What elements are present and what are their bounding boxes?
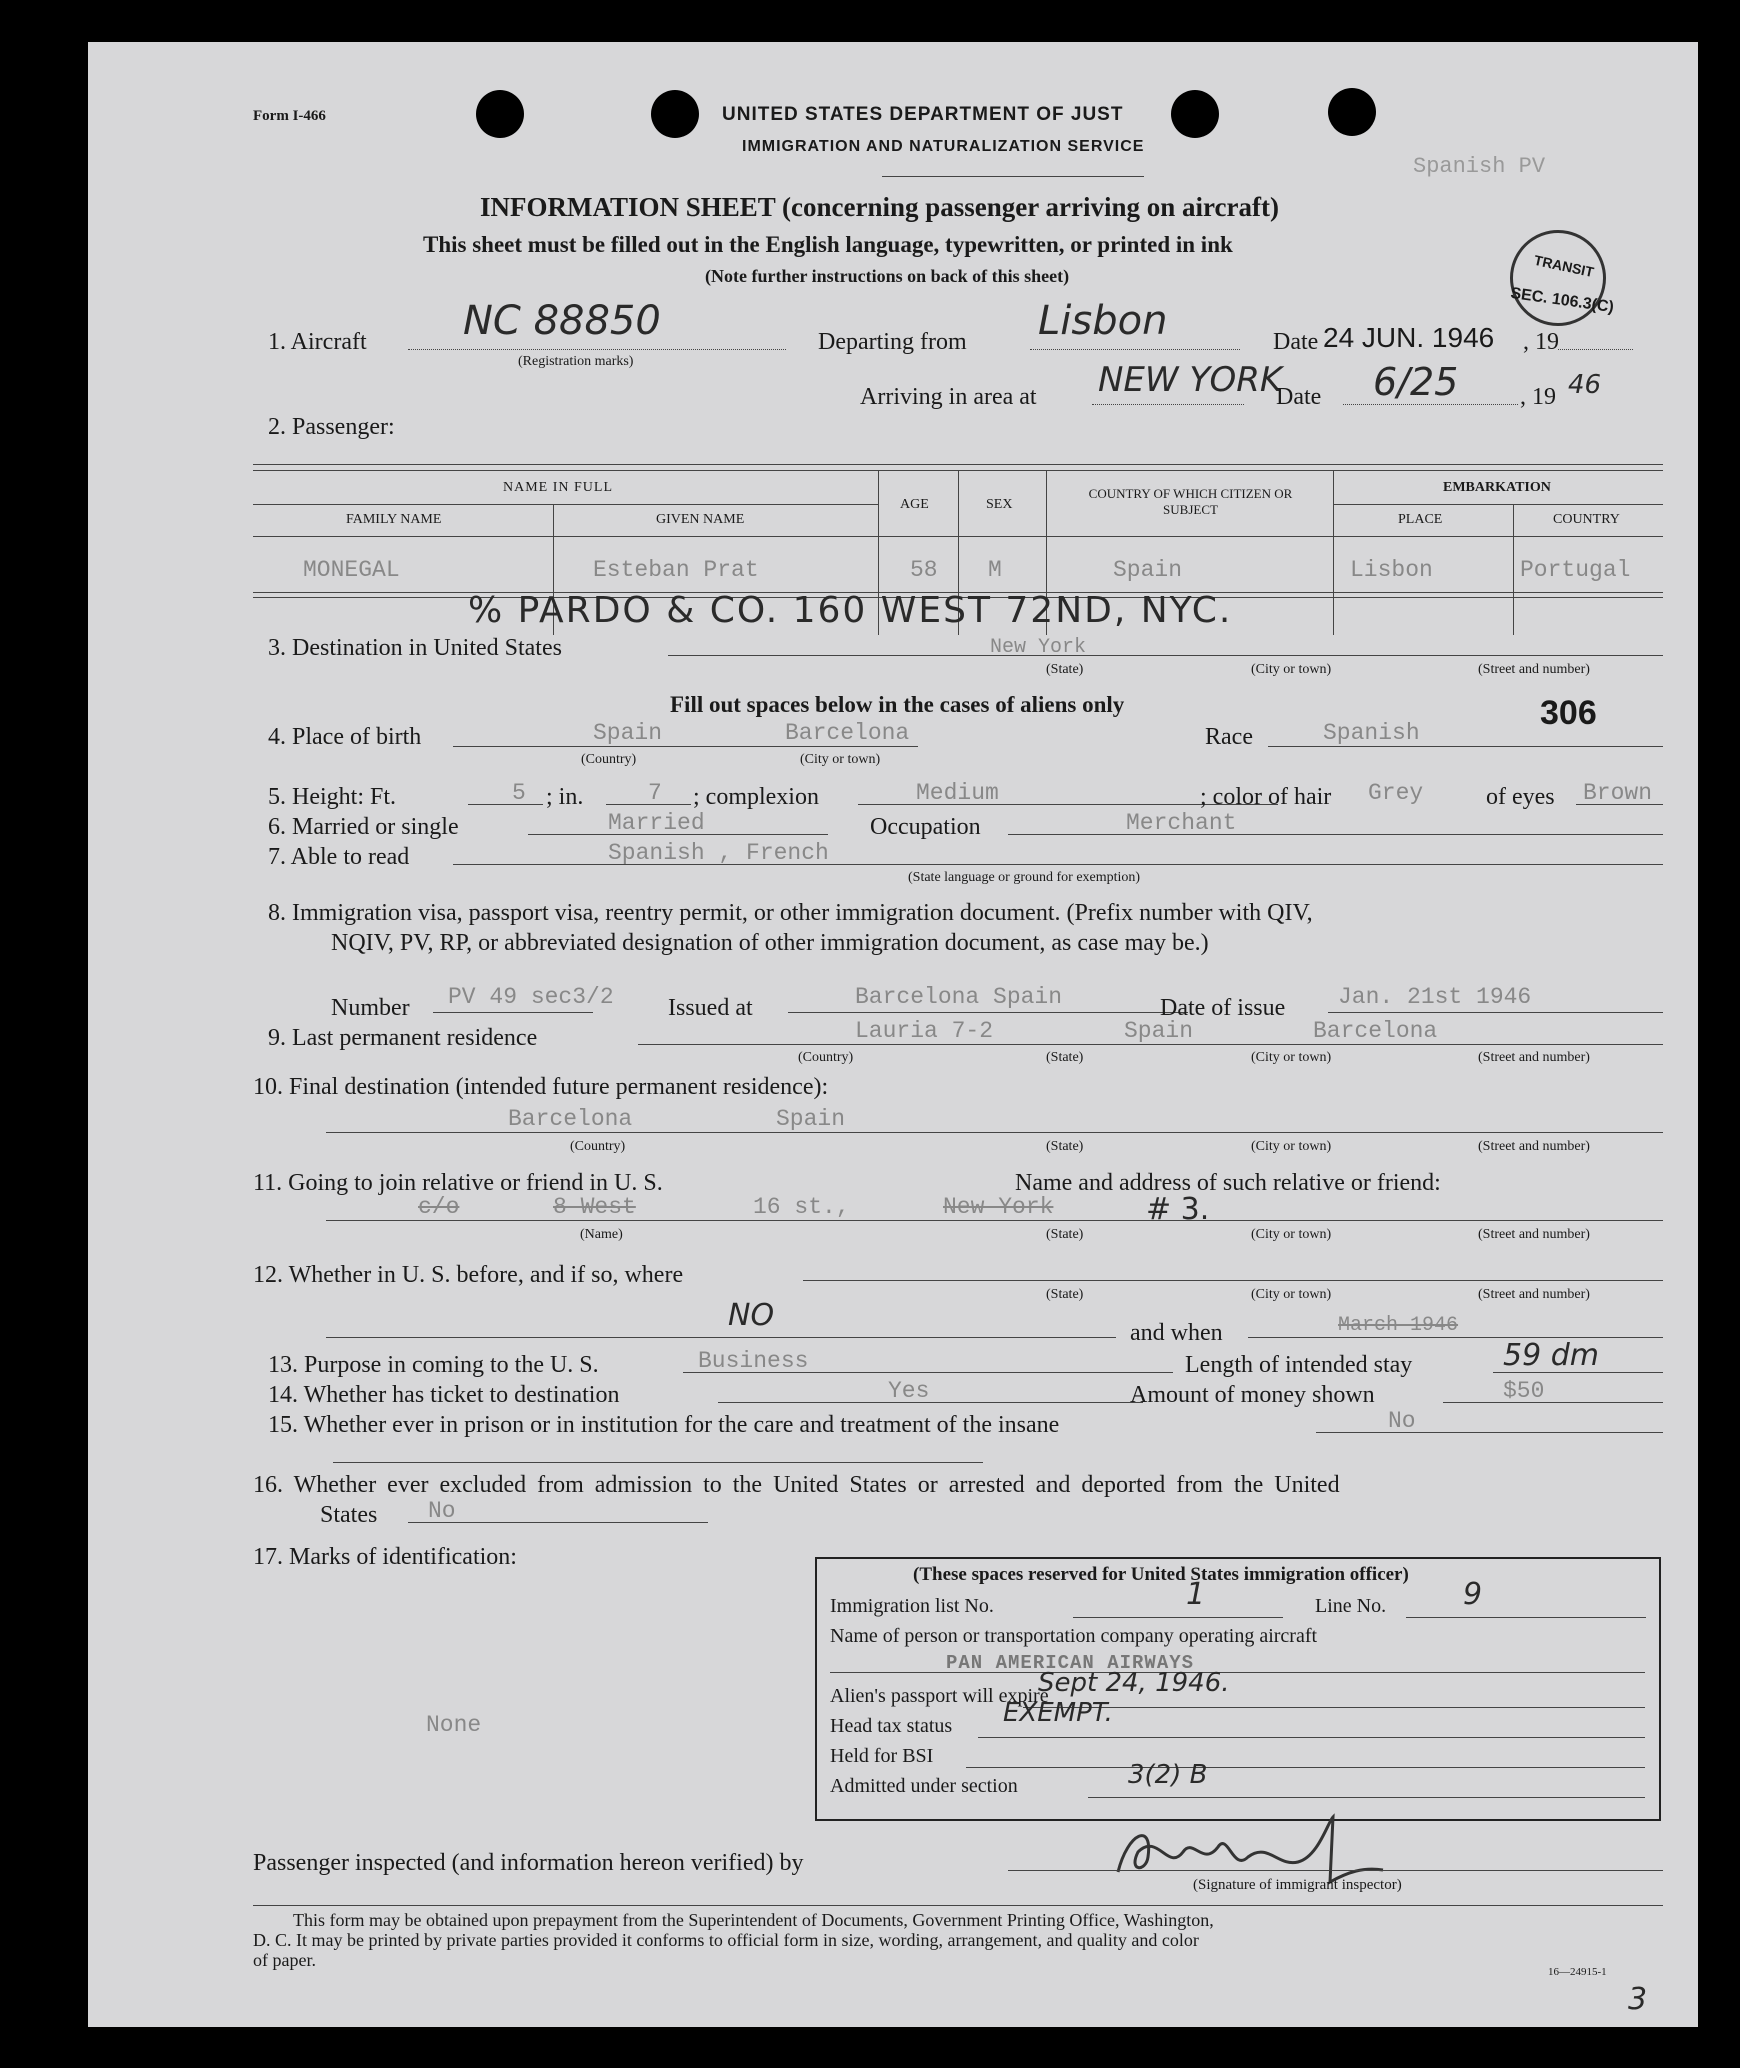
birth-country: Spain xyxy=(593,720,663,746)
sex: M xyxy=(988,557,1002,583)
aliens-heading: Fill out spaces below in the cases of aliens only xyxy=(670,692,1125,717)
page-number: 3 xyxy=(1628,1982,1648,2017)
operator: PAN AMERICAN AIRWAYS xyxy=(946,1652,1195,1674)
departing-city: Lisbon xyxy=(1038,298,1168,344)
document-page: Form I-466 UNITED STATES DEPARTMENT OF JUST IMMIGRATION AND NATURALIZATION SERVICE Spanish PV INFORMATION SHEET (concerning passenger arriving on aircraft) This sheet must be filled out in the English language, typewritten, or printed in ink (Note further instructions on back of this sheet) TRANSIT SEC. 106.3(C) 1. Aircraft NC 88850 (Registration marks) Departing from Lisbon Date 24 JUN. 1946 , 19 Arriving in area at NEW YORK Date 6/25 , 19 46 2. Passenger: NAME IN FULL FAMILY NAME GIVEN NAME AGE SEX COUNTRY OF WHICH CITIZEN OR SUBJECT EMBARKATION PLACE COUNTRY MONEGAL Esteban Prat 58 M Spain Lisbon Portugal % PARDO & CO. 160 WEST 72ND, NYC. 3. Destination in United States New York (State) (City or town) (Street and number) Fill out spaces below in the cases of aliens only 4. Place of birth Spain Barcelona (Country) (City or town) Race Spanish 306 5. Height: Ft. 5 ; in. 7 ; complexion Medium ; color of hair Grey of eyes Brown 6. Married or single Married Occupation Merchant 7. Able to read Spanish , French (State language or ground for exemption) 8. Immigration visa, passport visa, reentry permit, or other immigration document. (Prefix number with QIV, NQIV, PV, RP, or abbreviated designation of other immigration document, as case may be.) Number PV 49 sec3/2 Issued at Barcelona Spain Date of issue Jan. 21st 1946 9. Last permanent residence Lauria 7-2 Spain Barcelona (Country) (State) (City or town) (Street and number) 10. Final destination (intended future permanent residence): Barcelona Spain (Country) (State) (City or town) (Street and number) 11. Going to join relative or friend in U. S. Name and address of such relative or friend: c/o 8 West 16 st., New York # 3. (Name) (State) (City or town) (Street and number) 12. Whether in U. S. before, and if so, where (State) (City or town) (Street and number) NO and when March 1946 13. Purpose in coming to the U. S. Business Length of intended stay 59 dm 14. Whether has ticket to destination Yes Amount of money shown $50 15. Whether ever in prison or in institution for the care and treatment of the insane No 16. Whether ever excluded from admission to the United States or arrested and deported from the United States No 17. Marks of identification: None (These spaces reserved for United States immigration officer) Immigration list No. 1 Line No. 9 Name of person or transportation company operating aircraft PAN AMERICAN AIRWAYS Alien's passport will expire Sept 24, 1946. Head tax status EXEMPT. Held for BSI Admitted under section 3(2) B Passenger inspected (and information hereon verified) by (Signature of immigrant inspector) This form may be obtained upon prepayment from the Superintendent of Documents, Government Printing Office, Washington, D. C. It may be printed by private parties provided it conforms to official form in size, wording, arrangement, and quality and color of paper. 16—24915-1 3 xyxy=(88,42,1698,2027)
length-of-stay: 59 dm xyxy=(1503,1338,1599,1373)
visa-issued-at: Barcelona Spain xyxy=(855,984,1063,1010)
punch-hole xyxy=(651,90,699,138)
embark-place: Lisbon xyxy=(1350,557,1433,583)
hair-color: Grey xyxy=(1368,780,1424,806)
residence-street: Lauria 7-2 xyxy=(855,1018,994,1044)
punch-hole xyxy=(1171,90,1219,138)
punch-hole xyxy=(1328,88,1376,136)
embark-country: Portugal xyxy=(1520,557,1631,583)
destination-handwritten: % PARDO & CO. 160 WEST 72ND, NYC. xyxy=(468,590,1233,631)
arriving-city: NEW YORK xyxy=(1098,360,1283,400)
arrival-date: 6/25 xyxy=(1373,360,1459,404)
height-ft: 5 xyxy=(512,780,526,806)
aircraft-registration: NC 88850 xyxy=(463,298,661,344)
section-stamp: SEC. 106.3(C) xyxy=(1509,284,1615,317)
destination-state: New York xyxy=(990,636,1087,659)
head-tax-status: EXEMPT. xyxy=(1003,1698,1113,1728)
occupation: Merchant xyxy=(1126,810,1237,836)
form-number: Form I-466 xyxy=(253,108,326,124)
complexion: Medium xyxy=(916,780,999,806)
form-subtitle: This sheet must be filled out in the English language, typewritten, or printed in ink xyxy=(423,232,1233,257)
race: Spanish xyxy=(1323,720,1420,746)
join-street2: 16 st., xyxy=(753,1194,850,1220)
final-city: Barcelona xyxy=(508,1106,633,1132)
form-title: INFORMATION SHEET (concerning passenger arriving on aircraft) xyxy=(480,192,1279,222)
height-in: 7 xyxy=(648,780,662,806)
prison: No xyxy=(1388,1408,1416,1434)
visa-issue-date: Jan. 21st 1946 xyxy=(1338,984,1532,1010)
immigration-list-no: 1 xyxy=(1186,1577,1206,1612)
residence-city: Barcelona xyxy=(1313,1018,1438,1044)
department: UNITED STATES DEPARTMENT OF JUST xyxy=(722,104,1124,125)
join-care-of: c/o xyxy=(418,1194,460,1220)
eye-color: Brown xyxy=(1583,780,1653,806)
corner-note: Spanish PV xyxy=(1413,154,1546,179)
before-when: March 1946 xyxy=(1338,1314,1459,1337)
marital-status: Married xyxy=(608,810,705,836)
marks-of-identification: None xyxy=(426,1712,482,1738)
final-country: Spain xyxy=(776,1106,846,1132)
passport-expire: Sept 24, 1946. xyxy=(1038,1668,1230,1698)
visa-number: PV 49 sec3/2 xyxy=(448,984,614,1010)
join-city: New York xyxy=(943,1194,1054,1220)
residence-country: Spain xyxy=(1124,1018,1194,1044)
purpose: Business xyxy=(698,1348,809,1374)
join-handwritten: # 3. xyxy=(1146,1192,1210,1227)
race-code: 306 xyxy=(1540,694,1597,732)
money-shown: $50 xyxy=(1503,1378,1545,1404)
punch-hole xyxy=(476,90,524,138)
family-name: MONEGAL xyxy=(303,557,400,583)
form-note: (Note further instructions on back of this sheet) xyxy=(705,266,1070,286)
excluded: No xyxy=(428,1498,456,1524)
before-handwritten: NO xyxy=(728,1298,775,1333)
languages: Spanish , French xyxy=(608,840,829,866)
departure-date-stamp: 24 JUN. 1946 xyxy=(1323,322,1495,353)
service: IMMIGRATION AND NATURALIZATION SERVICE xyxy=(742,138,1145,155)
ticket: Yes xyxy=(888,1378,930,1404)
given-name: Esteban Prat xyxy=(593,557,759,583)
join-street: 8 West xyxy=(553,1194,636,1220)
citizenship: Spain xyxy=(1113,557,1183,583)
admitted-section: 3(2) B xyxy=(1128,1760,1208,1790)
birth-city: Barcelona xyxy=(785,720,910,746)
arrival-year: 46 xyxy=(1568,370,1602,400)
transit-stamp: TRANSIT xyxy=(1501,221,1615,335)
age: 58 xyxy=(910,557,938,583)
line-no: 9 xyxy=(1463,1577,1483,1612)
